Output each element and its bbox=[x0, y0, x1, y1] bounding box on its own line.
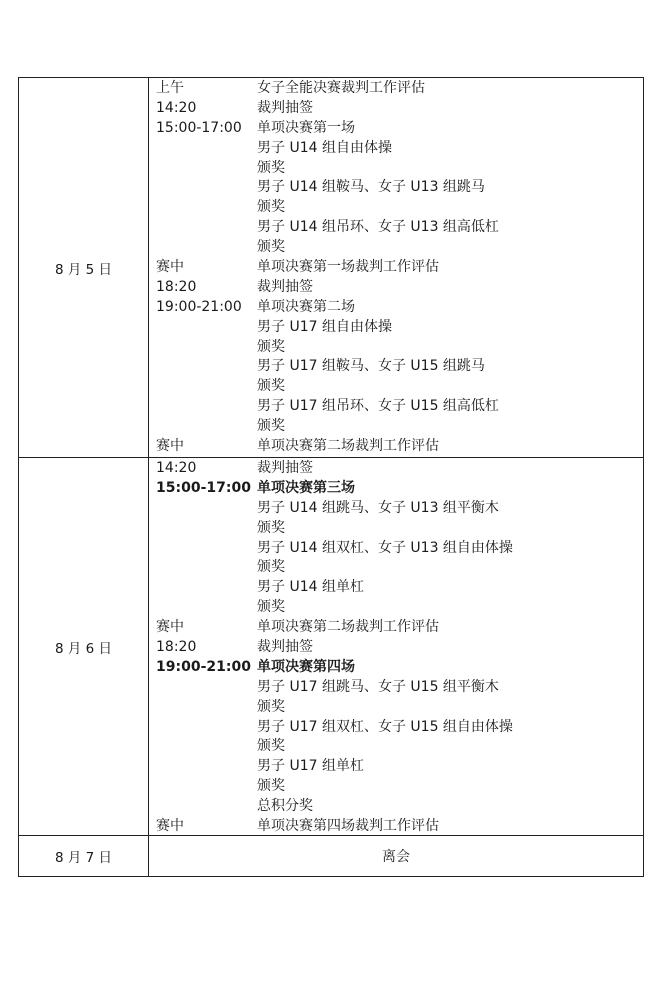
event-description: 颁奖 bbox=[257, 778, 285, 795]
event-description: 男子 U17 组双杠、女子 U15 组自由体操 bbox=[257, 718, 513, 735]
schedule-entry bbox=[149, 499, 643, 519]
event-description: 男子 U17 组单杠 bbox=[257, 758, 364, 775]
events-cell bbox=[149, 458, 643, 835]
event-description: 男子 U14 组自由体操 bbox=[257, 139, 392, 156]
schedule-entry bbox=[149, 417, 643, 437]
event-time: 上午 bbox=[156, 80, 184, 96]
event-description: 颁奖 bbox=[257, 418, 285, 435]
schedule-entry bbox=[149, 198, 643, 218]
event-time: 赛中 bbox=[156, 259, 184, 276]
event-description: 裁判抽签 bbox=[257, 639, 313, 656]
event-time bbox=[149, 338, 253, 358]
schedule-entry bbox=[149, 139, 643, 159]
event-description: 总积分奖 bbox=[257, 798, 313, 815]
schedule-entry bbox=[149, 238, 643, 258]
event-time bbox=[149, 598, 253, 618]
event-time: 15:00-17:00 bbox=[156, 479, 251, 496]
event-time: 19:00-21:00 bbox=[156, 658, 251, 675]
day-row-aug-7 bbox=[19, 836, 643, 876]
date-cell: 8 月 7 日 bbox=[19, 836, 149, 876]
date-cell: 8 月 5 日 bbox=[19, 78, 149, 457]
event-time bbox=[149, 539, 253, 559]
event-description: 颁奖 bbox=[257, 378, 285, 395]
event-time bbox=[149, 178, 253, 198]
event-time bbox=[149, 499, 253, 519]
event-time bbox=[149, 777, 253, 797]
event-description: 男子 U17 组跳马、女子 U15 组平衡木 bbox=[257, 678, 499, 695]
event-time bbox=[149, 757, 253, 777]
event-description: 裁判抽签 bbox=[257, 99, 313, 116]
event-time: 赛中 bbox=[156, 438, 184, 455]
schedule-entry bbox=[149, 377, 643, 397]
schedule-entry bbox=[149, 558, 643, 578]
schedule-entry bbox=[149, 757, 643, 777]
schedule-entry bbox=[149, 298, 643, 318]
schedule-entry bbox=[149, 817, 643, 837]
schedule-entry bbox=[149, 777, 643, 797]
event-time: 15:00-17:00 bbox=[156, 119, 242, 136]
day-row-aug-5 bbox=[19, 78, 643, 458]
schedule-entry bbox=[149, 519, 643, 539]
event-time bbox=[149, 578, 253, 598]
event-time bbox=[149, 678, 253, 698]
event-time: 18:20 bbox=[156, 278, 197, 295]
schedule-entry bbox=[149, 178, 643, 198]
event-description: 单项决赛第一场裁判工作评估 bbox=[257, 259, 439, 276]
schedule-entry bbox=[149, 598, 643, 618]
schedule-entry bbox=[149, 397, 643, 417]
event-description: 颁奖 bbox=[257, 738, 285, 755]
event-time bbox=[149, 718, 253, 738]
event-description: 男子 U14 组单杠 bbox=[257, 579, 364, 596]
schedule-entry bbox=[149, 278, 643, 298]
event-description: 男子 U17 组自由体操 bbox=[257, 318, 392, 335]
day-row-aug-6 bbox=[19, 458, 643, 836]
event-time bbox=[149, 159, 253, 179]
event-time bbox=[149, 218, 253, 238]
event-description: 男子 U14 组跳马、女子 U13 组平衡木 bbox=[257, 499, 499, 516]
event-description: 裁判抽签 bbox=[257, 460, 313, 476]
schedule-entry bbox=[149, 718, 643, 738]
event-time bbox=[149, 519, 253, 539]
event-description: 单项决赛第二场 bbox=[257, 298, 355, 315]
event-description: 颁奖 bbox=[257, 519, 285, 536]
event-time bbox=[149, 417, 253, 437]
event-time bbox=[149, 698, 253, 718]
event-description: 男子 U14 组鞍马、女子 U13 组跳马 bbox=[257, 179, 485, 196]
event-time: 赛中 bbox=[156, 619, 184, 636]
schedule-entry bbox=[149, 658, 643, 678]
schedule-entry bbox=[149, 698, 643, 718]
schedule-entry bbox=[149, 159, 643, 179]
event-time bbox=[149, 198, 253, 218]
schedule-entry bbox=[149, 479, 643, 499]
event-time bbox=[149, 797, 253, 817]
schedule-entry bbox=[149, 338, 643, 358]
schedule-entry bbox=[149, 99, 643, 119]
event-description: 颁奖 bbox=[257, 698, 285, 715]
event-description: 男子 U17 组吊环、女子 U15 组高低杠 bbox=[257, 398, 499, 415]
schedule-entry bbox=[149, 318, 643, 338]
event-description: 女子全能决赛裁判工作评估 bbox=[257, 80, 425, 96]
event-time bbox=[149, 357, 253, 377]
event-description: 单项决赛第二场裁判工作评估 bbox=[257, 438, 439, 455]
event-time bbox=[149, 397, 253, 417]
date-cell: 8 月 6 日 bbox=[19, 458, 149, 835]
event-description: 颁奖 bbox=[257, 559, 285, 576]
schedule-entry bbox=[149, 79, 643, 99]
event-time: 14:20 bbox=[156, 460, 197, 476]
event-time bbox=[149, 377, 253, 397]
event-time bbox=[149, 737, 253, 757]
event-description: 颁奖 bbox=[257, 199, 285, 216]
departure-note: 离会 bbox=[382, 849, 410, 865]
schedule-entry bbox=[149, 618, 643, 638]
event-description: 颁奖 bbox=[257, 159, 285, 176]
event-description: 颁奖 bbox=[257, 239, 285, 256]
event-description: 男子 U14 组吊环、女子 U13 组高低杠 bbox=[257, 219, 499, 236]
schedule-entry bbox=[149, 539, 643, 559]
event-description: 单项决赛第三场 bbox=[257, 479, 355, 496]
event-description: 单项决赛第二场裁判工作评估 bbox=[257, 619, 439, 636]
schedule-entry bbox=[149, 638, 643, 658]
event-time: 赛中 bbox=[156, 818, 184, 835]
event-description: 单项决赛第一场 bbox=[257, 119, 355, 136]
schedule-entry bbox=[149, 119, 643, 139]
event-description: 裁判抽签 bbox=[257, 278, 313, 295]
event-time bbox=[149, 558, 253, 578]
schedule-entry bbox=[149, 459, 643, 479]
event-time: 19:00-21:00 bbox=[156, 298, 242, 315]
events-cell bbox=[149, 78, 643, 457]
schedule-entry bbox=[149, 578, 643, 598]
event-description: 颁奖 bbox=[257, 338, 285, 355]
schedule-entry bbox=[149, 737, 643, 757]
schedule-entry bbox=[149, 218, 643, 238]
event-description: 单项决赛第四场 bbox=[257, 658, 355, 675]
event-time bbox=[149, 139, 253, 159]
event-time bbox=[149, 318, 253, 338]
event-description: 单项决赛第四场裁判工作评估 bbox=[257, 818, 439, 835]
schedule-entry bbox=[149, 678, 643, 698]
event-time: 14:20 bbox=[156, 99, 197, 116]
event-description: 男子 U17 组鞍马、女子 U15 组跳马 bbox=[257, 358, 485, 375]
schedule-entry bbox=[149, 357, 643, 377]
schedule-entry bbox=[149, 258, 643, 278]
event-description: 颁奖 bbox=[257, 599, 285, 616]
schedule-entry bbox=[149, 797, 643, 817]
event-time: 18:20 bbox=[156, 639, 197, 656]
event-description: 男子 U14 组双杠、女子 U13 组自由体操 bbox=[257, 539, 513, 556]
event-time bbox=[149, 238, 253, 258]
schedule-entry bbox=[149, 437, 643, 457]
schedule-table bbox=[18, 77, 644, 877]
